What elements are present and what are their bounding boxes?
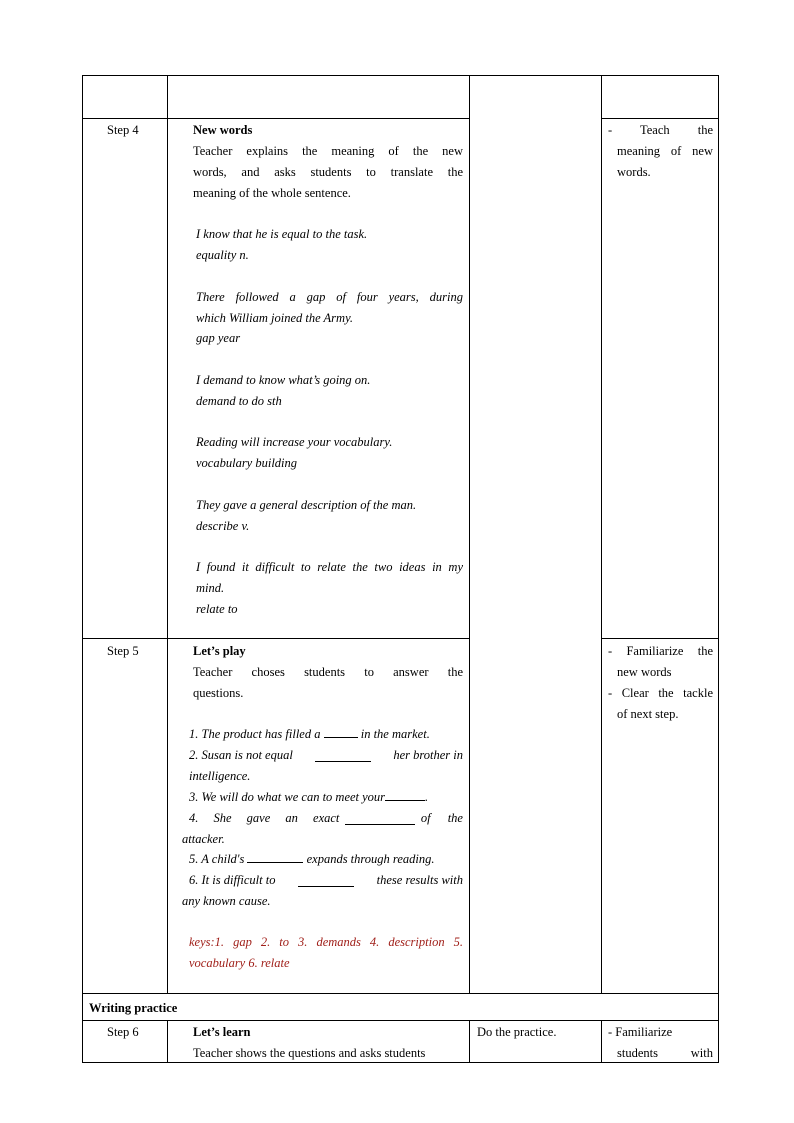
step5-heading: Let’s play [193,644,246,658]
row-divider-step4-right [601,118,719,119]
example-word-vocabulary: vocabulary building [196,456,298,470]
step5-purpose-line3: - Clear the tackle [608,686,713,700]
step5-intro-line2: questions. [193,686,244,700]
row-divider-step5 [82,638,470,639]
question-4-end: of the [420,811,463,825]
example-word-demand: demand to do sth [196,394,282,408]
question-1-blank [324,725,358,738]
step4-label: Step 4 [107,123,139,137]
question-4-line2: attacker. [182,832,225,846]
question-4-blank [345,812,415,825]
question-5-end: expands through reading. [306,852,435,866]
question-4-start: 4. She gave an exact [189,811,340,825]
col-divider-3-lower [601,1020,602,1062]
row-divider-step4 [82,118,470,119]
step5-label: Step 5 [107,644,139,658]
question-1-end: in the market. [360,727,430,741]
example-word-gap-year: gap year [196,331,241,345]
table-border-top [82,75,719,76]
table-border-right [718,75,719,1063]
step5-purpose-line1: - Familiarize the [608,644,713,658]
col-divider-2-lower [469,1020,470,1062]
question-5-start: 5. A child's [189,852,245,866]
step6-heading: Let’s learn [193,1025,251,1039]
example-sentence-gap-line2: which William joined the Army. [196,311,354,325]
step4-intro-line2: words, and asks students to translate the [193,165,463,179]
col-divider-1-upper [167,75,168,993]
step6-student-activity: Do the practice. [477,1025,557,1039]
question-2-blank [315,749,371,762]
col-divider-3-upper [601,75,602,993]
question-2-start: 2. Susan is not equal [189,748,293,762]
example-word-describe: describe v. [196,519,250,533]
answer-keys-line2: vocabulary 6. relate [189,956,290,970]
example-sentence-equal: I know that he is equal to the task. [196,227,368,241]
example-word-relate-to: relate to [196,602,238,616]
step4-purpose-line3: words. [617,165,651,179]
question-6-start: 6. It is difficult to [189,873,276,887]
step6-label: Step 6 [107,1025,139,1039]
question-4-line1 [189,808,463,829]
example-sentence-vocabulary: Reading will increase your vocabulary. [196,435,393,449]
question-3 [189,787,428,808]
question-5 [189,849,434,870]
step6-intro: Teacher shows the questions and asks students [193,1046,426,1060]
step5-purpose-line4: of next step. [617,707,679,721]
question-6-line1 [189,870,463,891]
example-word-equality: equality n. [196,248,249,262]
example-sentence-gap-line1: There followed a gap of four years, during [196,290,463,304]
question-6-blank [298,874,354,887]
col-divider-1-lower [167,1020,168,1062]
question-6-end: these results with [376,873,463,887]
question-2-line1 [189,745,463,766]
step5-intro-line1: Teacher choses students to answer the [193,665,463,679]
question-3-start: 3. We will do what we can to meet your [189,790,386,804]
step4-purpose-line1: - Teach the [608,123,713,137]
question-1-start: 1. The product has filled a [189,727,321,741]
example-sentence-relate-line1: I found it difficult to relate the two ideas in my [196,560,463,574]
step6-purpose-line1: - Familiarize [608,1025,673,1039]
question-3-blank [385,788,425,801]
row-divider-section [82,993,719,994]
question-2-end: her brother in [393,748,463,762]
question-5-blank [247,850,303,863]
example-sentence-demand: I demand to know what’s going on. [196,373,371,387]
answer-keys-line1: keys:1. gap 2. to 3. demands 4. description 5. [189,935,463,949]
table-border-left [82,75,83,1063]
question-1 [189,724,430,745]
step4-intro-line1: Teacher explains the meaning of the new [193,144,463,158]
question-2-line2: intelligence. [189,769,251,783]
example-sentence-relate-line2: mind. [196,581,225,595]
step4-heading: New words [193,123,253,137]
step4-intro-line3: meaning of the whole sentence. [193,186,351,200]
step4-purpose-line2: meaning of new [617,144,713,158]
example-sentence-description: They gave a general description of the man. [196,498,417,512]
row-divider-step5-right [601,638,719,639]
col-divider-2-upper [469,75,470,993]
step5-purpose-line2: new words [617,665,672,679]
row-divider-step6 [82,1020,719,1021]
step6-purpose-line2: students with [617,1046,713,1060]
section-heading-writing-practice: Writing practice [89,1001,178,1015]
question-3-end: . [425,790,429,804]
question-6-line2: any known cause. [182,894,271,908]
